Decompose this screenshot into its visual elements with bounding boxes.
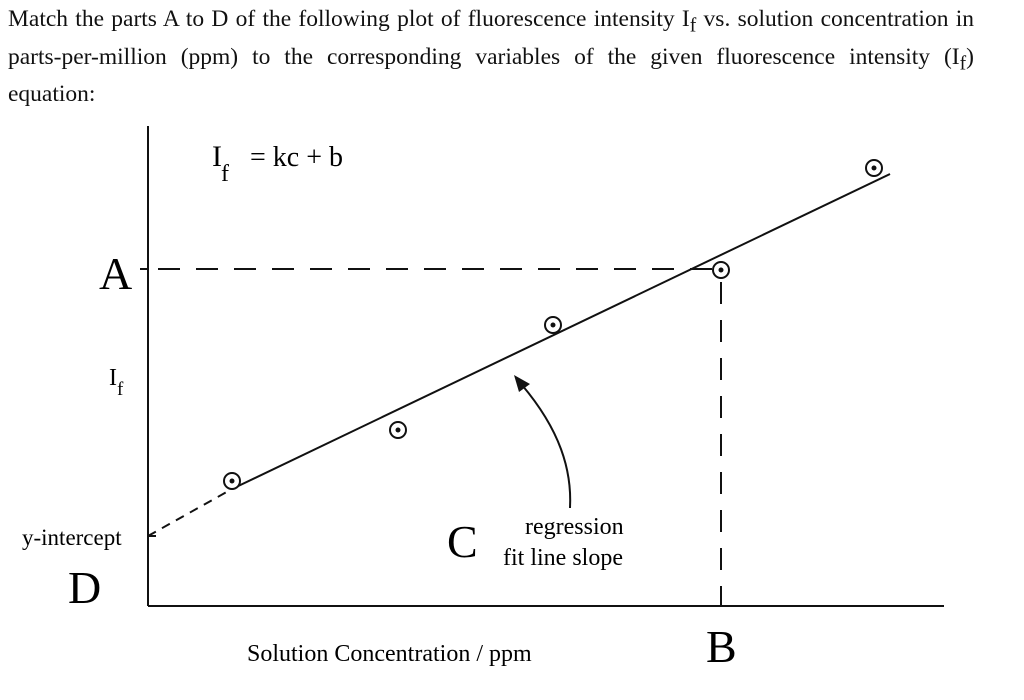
slope-arrowhead bbox=[514, 375, 530, 392]
equation-lhs: I bbox=[212, 140, 222, 173]
extrapolation-dashed-line bbox=[148, 489, 232, 536]
marker-d: D bbox=[68, 562, 102, 613]
question-part1: Match the parts A to D of the following plot of fluorescence intensity I bbox=[8, 6, 690, 32]
data-point bbox=[866, 160, 882, 176]
question-sub1: f bbox=[689, 15, 697, 37]
slope-label-line2: fit line slope bbox=[503, 545, 623, 571]
slope-arrow bbox=[522, 385, 570, 508]
slope-label-line1: regression bbox=[525, 514, 624, 540]
marker-b: B bbox=[706, 621, 737, 672]
equation-lhs-subscript: f bbox=[221, 161, 229, 187]
data-point bbox=[545, 317, 561, 333]
y-axis-label: I bbox=[109, 365, 117, 391]
x-axis-label: Solution Concentration / ppm bbox=[247, 641, 532, 667]
equation-rhs: = kc + b bbox=[250, 142, 344, 173]
question-part2: vs. solution concentration in parts-per-million (ppm) to the corresponding variables of the given fluorescence intensity (I bbox=[8, 6, 974, 70]
marker-a: A bbox=[99, 248, 133, 299]
y-axis-label-subscript: f bbox=[117, 379, 124, 400]
marker-c: C bbox=[447, 516, 478, 567]
question-sub2: f bbox=[959, 53, 967, 75]
y-intercept-label: y-intercept bbox=[22, 525, 122, 550]
question-part3: ) equation: bbox=[8, 43, 974, 108]
data-point bbox=[224, 473, 240, 489]
data-point bbox=[713, 262, 729, 278]
data-point bbox=[390, 422, 406, 438]
regression-line bbox=[232, 174, 890, 489]
